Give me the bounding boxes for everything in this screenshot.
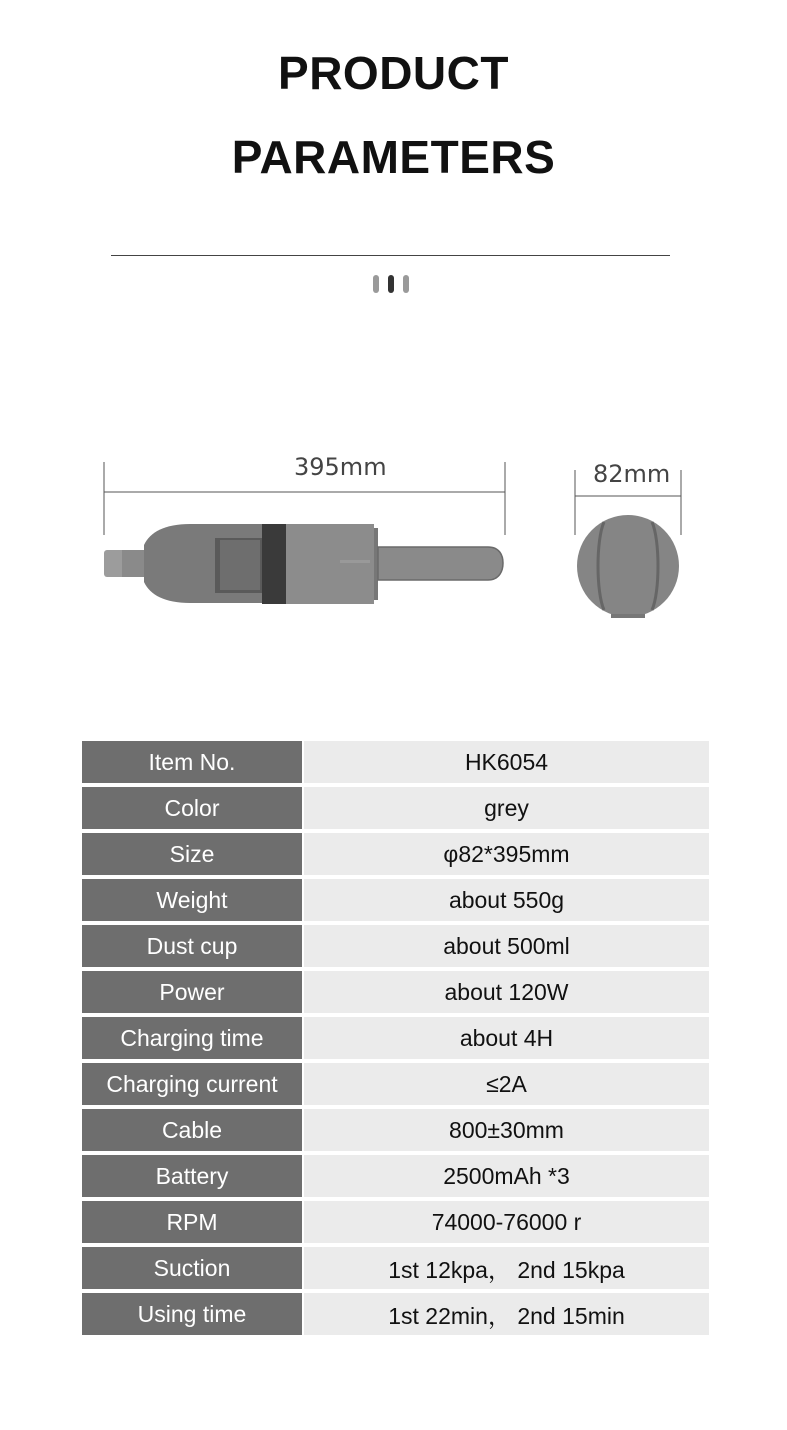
title-divider [111,255,670,256]
spec-label: Charging current [82,1063,302,1105]
spec-row [82,1155,709,1197]
dot-2 [388,275,394,293]
spec-label: Using time [82,1293,302,1335]
spec-label: Cable [82,1109,302,1151]
spec-value: about 500ml [304,925,709,967]
spec-row [82,879,709,921]
spec-row [82,787,709,829]
spec-row [82,1201,709,1243]
spec-value: 1st 12kpa， 2nd 15kpa [304,1247,709,1289]
spec-row [82,833,709,875]
page-title-line-1: PRODUCT [278,47,509,99]
vacuum-front-view [577,515,679,618]
spec-row [82,1109,709,1151]
spec-row [82,925,709,967]
spec-row [82,1063,709,1105]
spec-label: Power [82,971,302,1013]
vacuum-side-view [104,524,503,604]
spec-label: Size [82,833,302,875]
spec-value: 800±30mm [304,1109,709,1151]
spec-label: Charging time [82,1017,302,1059]
spec-value: grey [304,787,709,829]
page-title-line-2: PARAMETERS [231,131,556,183]
spec-value: 1st 22min， 2nd 15min [304,1293,709,1335]
dot-3 [403,275,409,293]
spec-row [82,1017,709,1059]
spec-value: ≤2A [304,1063,709,1105]
spec-row [82,1247,709,1289]
dot-1 [373,275,379,293]
spec-value: HK6054 [304,741,709,783]
spec-value: about 4H [304,1017,709,1059]
spec-row [82,971,709,1013]
product-diagram [0,420,787,630]
spec-label: Color [82,787,302,829]
spec-value: φ82*395mm [304,833,709,875]
spec-label: Battery [82,1155,302,1197]
spec-row [82,1293,709,1335]
spec-value: about 120W [304,971,709,1013]
spec-label: Dust cup [82,925,302,967]
spec-row [82,741,709,783]
spec-label: Item No. [82,741,302,783]
spec-value: 74000-76000 r [304,1201,709,1243]
spec-value: 2500mAh *3 [304,1155,709,1197]
spec-label: Suction [82,1247,302,1289]
diameter-dimension-label: 82mm [593,460,671,488]
spec-label: Weight [82,879,302,921]
spec-label: RPM [82,1201,302,1243]
length-dimension-label: 395mm [294,453,387,481]
spec-value: about 550g [304,879,709,921]
specs-table [82,741,709,1339]
decorative-dots [373,275,413,293]
